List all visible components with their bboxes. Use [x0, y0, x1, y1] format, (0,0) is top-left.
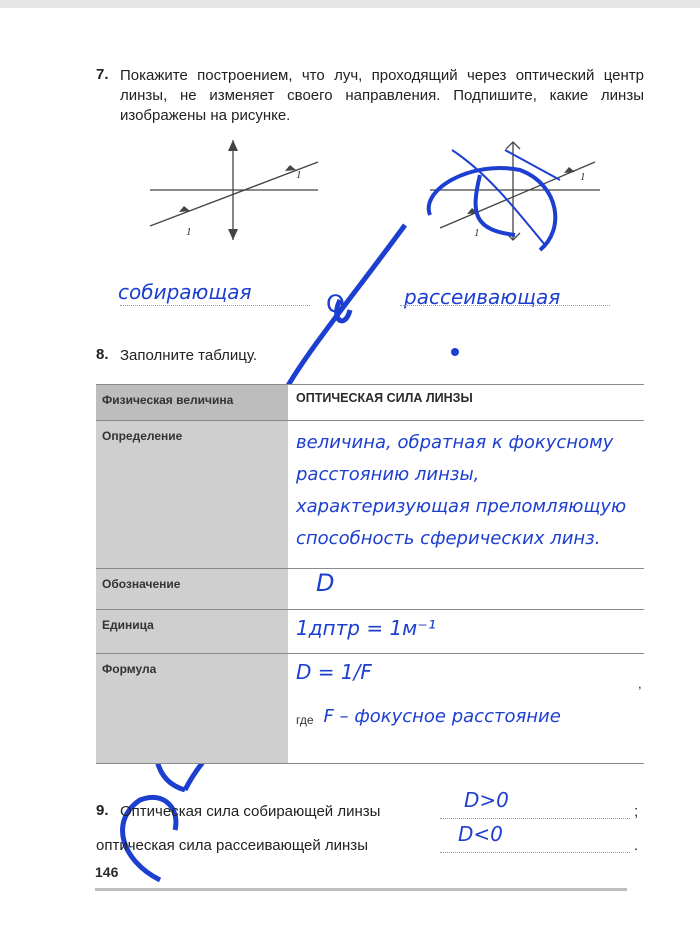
bottom-rule — [95, 888, 627, 891]
task9-line1: Оптическая сила собирающей линзы — [120, 803, 381, 820]
task9-answer1-line — [440, 818, 630, 819]
row-label: Формула — [96, 654, 288, 764]
task9-number: 9. — [96, 802, 109, 819]
scribble-dot — [451, 348, 459, 356]
where-label: где — [296, 713, 314, 727]
task8-number: 8. — [96, 346, 109, 363]
designation-handwriting: D — [316, 569, 335, 597]
task7-line-left — [120, 305, 310, 306]
left-lens-arrow-top — [228, 140, 238, 151]
task9-answer2-line — [440, 852, 630, 853]
task9-answer1: D>0 — [464, 788, 509, 812]
row-label: Определение — [96, 421, 288, 569]
definition-handwriting: величина, обратная к фокусному расстоянию линзы, характеризующая преломляющую способность сферических линз. — [296, 432, 627, 549]
left-ray-arrow-1 — [179, 206, 190, 212]
row-label: Обозначение — [96, 569, 288, 610]
left-lens-arrow-bottom — [228, 229, 238, 240]
table-row — [96, 569, 644, 610]
task9-punct2: . — [634, 837, 639, 854]
scribble-curl-top — [429, 168, 556, 250]
task7-text: Покажите построением, что луч, проходящий через оптический центр линзы, не изменяет своего направления. Подпишите, какие линзы изображены на рисунке. — [120, 67, 644, 124]
table-row — [96, 654, 644, 764]
unit-handwriting: 1дптр = 1м⁻¹ — [296, 616, 436, 640]
row-value — [288, 610, 644, 654]
row-value: ОПТИЧЕСКАЯ СИЛА ЛИНЗЫ — [288, 385, 644, 421]
task9-answer2: D<0 — [458, 822, 503, 846]
table-row — [96, 610, 644, 654]
task7-line-right — [400, 305, 610, 306]
ray-label-1: 1 — [186, 226, 192, 238]
ray-label-4: 1 — [580, 171, 586, 183]
page-number: 146 — [95, 864, 119, 880]
left-ray — [150, 162, 318, 226]
row-label: Физическая величина — [96, 385, 288, 421]
quantity-table — [96, 384, 644, 764]
row-label: Единица — [96, 610, 288, 654]
task8-text: Заполните таблицу. — [120, 347, 258, 364]
table-row — [96, 421, 644, 569]
scribble-letter: O — [326, 290, 345, 318]
where-handwriting: F – фокусное расстояние — [323, 706, 561, 727]
task7-answer-left: собирающая — [118, 280, 252, 304]
row-value — [288, 421, 644, 569]
task9-line2: оптическая сила рассеивающей линзы — [96, 837, 368, 854]
left-ray-arrow-2 — [285, 165, 296, 171]
row-value — [288, 569, 644, 610]
task7-answer-right: рассеивающая — [404, 285, 561, 309]
formula-handwriting: D = 1/F — [296, 660, 372, 684]
table-row — [96, 385, 644, 421]
ray-label-3: 1 — [474, 227, 480, 239]
right-ray-arrow-2 — [564, 167, 575, 173]
row-value — [288, 654, 644, 764]
task7-number: 7. — [96, 66, 109, 83]
task9-punct1: ; — [634, 803, 639, 820]
ray-label-2: 1 — [296, 169, 302, 181]
formula-comma: , — [638, 676, 642, 691]
